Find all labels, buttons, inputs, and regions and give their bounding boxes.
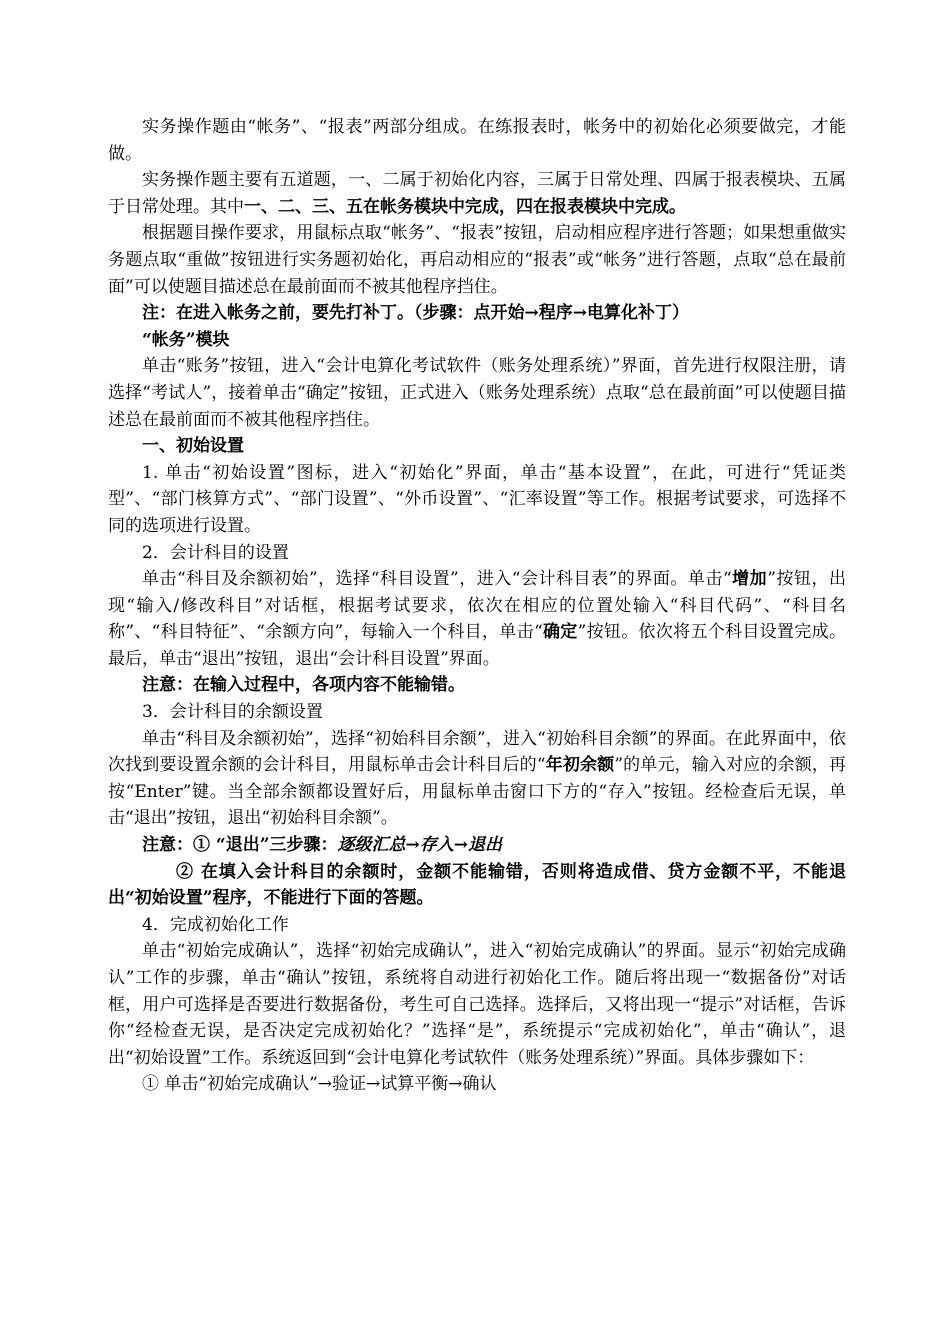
- text-run: 注意：① “退出”三步骤：: [142, 835, 338, 856]
- heading-initial-setup: 一、初始设置: [142, 436, 244, 457]
- italic-steps: 逐级汇总→存入→退出: [337, 835, 502, 856]
- bold-text: 年初余额: [545, 755, 615, 776]
- text-run: ”的单元，输入对应的余额，再按“Enter”键。当全部余额都设置好后，用鼠标单击窗口下方的“存入”按钮。经检查后无误，单击“退出”按钮，退出“初始科目余额”。: [108, 755, 846, 829]
- section-finish-body: 单击“初始完成确认”，选择“初始完成确认”，进入“初始完成确认”的界面。显示“初始完成确认”工作的步骤，单击“确认”按钮，系统将自动进行初始化工作。随后将出现一“数据备份”对话框，用户可选择是否要进行数据备份，考生可自己选择。选择后，又将出现一“提示”对话框，告诉你“经检查无误，是否决定完成初始化？”选择“是”，系统提示“完成初始化”，单击“确认”，退出“初始设置”工作。系统返回到“会计电算化考试软件（账务处理系统）”界面。具体步骤如下：: [108, 941, 846, 1068]
- document-page: [108, 114, 846, 1098]
- section-title-balances: 3．会计科目的余额设置: [142, 702, 323, 723]
- text-run: 实务操作题主要有五道题，一、二属于初始化内容，三属于日常处理、四属于报表模块、五属于日常处理。其中: [108, 170, 846, 217]
- note-exit-steps: [108, 832, 846, 859]
- bold-text: 一、二、三、五在帐务模块中完成，四在报表模块中完成。: [244, 196, 686, 217]
- bold-text: 增加: [731, 569, 768, 590]
- section-accounts-body: [108, 566, 846, 672]
- note-patch: 注：在进入帐务之前，要先打补丁。（步骤：点开始→程序→电算化补丁）: [142, 303, 689, 324]
- text-run: ”按钮。依次将五个科目设置完成。最后，单击“退出”按钮，退出“会计科目设置”界面。: [108, 622, 846, 669]
- text-run: 单击“科目及余额初始”，选择“初始科目余额”，进入“初始科目余额”的界面。在此界面中，依次找到要设置余额的会计科目，用鼠标单击会计科目后的“: [108, 728, 846, 776]
- note-balance-warning: ② 在填入会计科目的余额时，金额不能输错，否则将造成借、贷方金额不平，不能退出“初始设置”程序，不能进行下面的答题。: [108, 861, 846, 909]
- heading-ledger-module: “帐务”模块: [142, 329, 230, 350]
- section-title-finish: 4．完成初始化工作: [142, 914, 289, 935]
- paragraph-questions: [108, 167, 846, 220]
- paragraph-operation: 根据题目操作要求，用鼠标点取“帐务”、“报表”按钮，启动相应程序进行答题；如果想重做实务题点取“重做”按钮进行实务题初始化，再启动相应的“报表”或“帐务”进行答题，点取“总在最前面”可以使题目描述总在最前面而不被其他程序挡住。: [108, 223, 846, 297]
- text-run: 单击“科目及余额初始”，选择“科目设置”，进入“会计科目表”的界面。单击“: [142, 569, 732, 590]
- note-input: 注意：在输入过程中，各项内容不能输错。: [142, 675, 465, 696]
- section-balances-body: [108, 726, 846, 832]
- step-list-item: ① 单击“初始完成确认”→验证→试算平衡→确认: [142, 1074, 497, 1095]
- bold-text: 确定: [542, 622, 578, 643]
- section-basic-setup: 1. 单击“初始设置”图标，进入“初始化”界面，单击“基本设置”，在此，可进行“凭证类型”、“部门核算方式”、“部门设置”、“外币设置”、“汇率设置”等工作。根据考试要求，可选择不同的选项进行设置。: [108, 462, 846, 536]
- paragraph-ledger-entry: 单击“账务”按钮，进入“会计电算化考试软件（账务处理系统）”界面，首先进行权限注册，请选择“考试人”，接着单击“确定”按钮，正式进入（账务处理系统）点取“总在最前面”可以使题目描述总在最前面而不被其他程序挡住。: [108, 356, 846, 430]
- section-title-accounts: 2．会计科目的设置: [142, 542, 289, 563]
- text-run: ”按钮，出现“输入/修改科目”对话框，根据考试要求，依次在相应的位置处输入“科目代码”、“科目名称”、“科目特征”、“余额方向”，每输入一个科目，单击“: [108, 569, 846, 643]
- paragraph-intro: 实务操作题由“帐务”、“报表”两部分组成。在练报表时，帐务中的初始化必须要做完，才能做。: [108, 117, 846, 164]
